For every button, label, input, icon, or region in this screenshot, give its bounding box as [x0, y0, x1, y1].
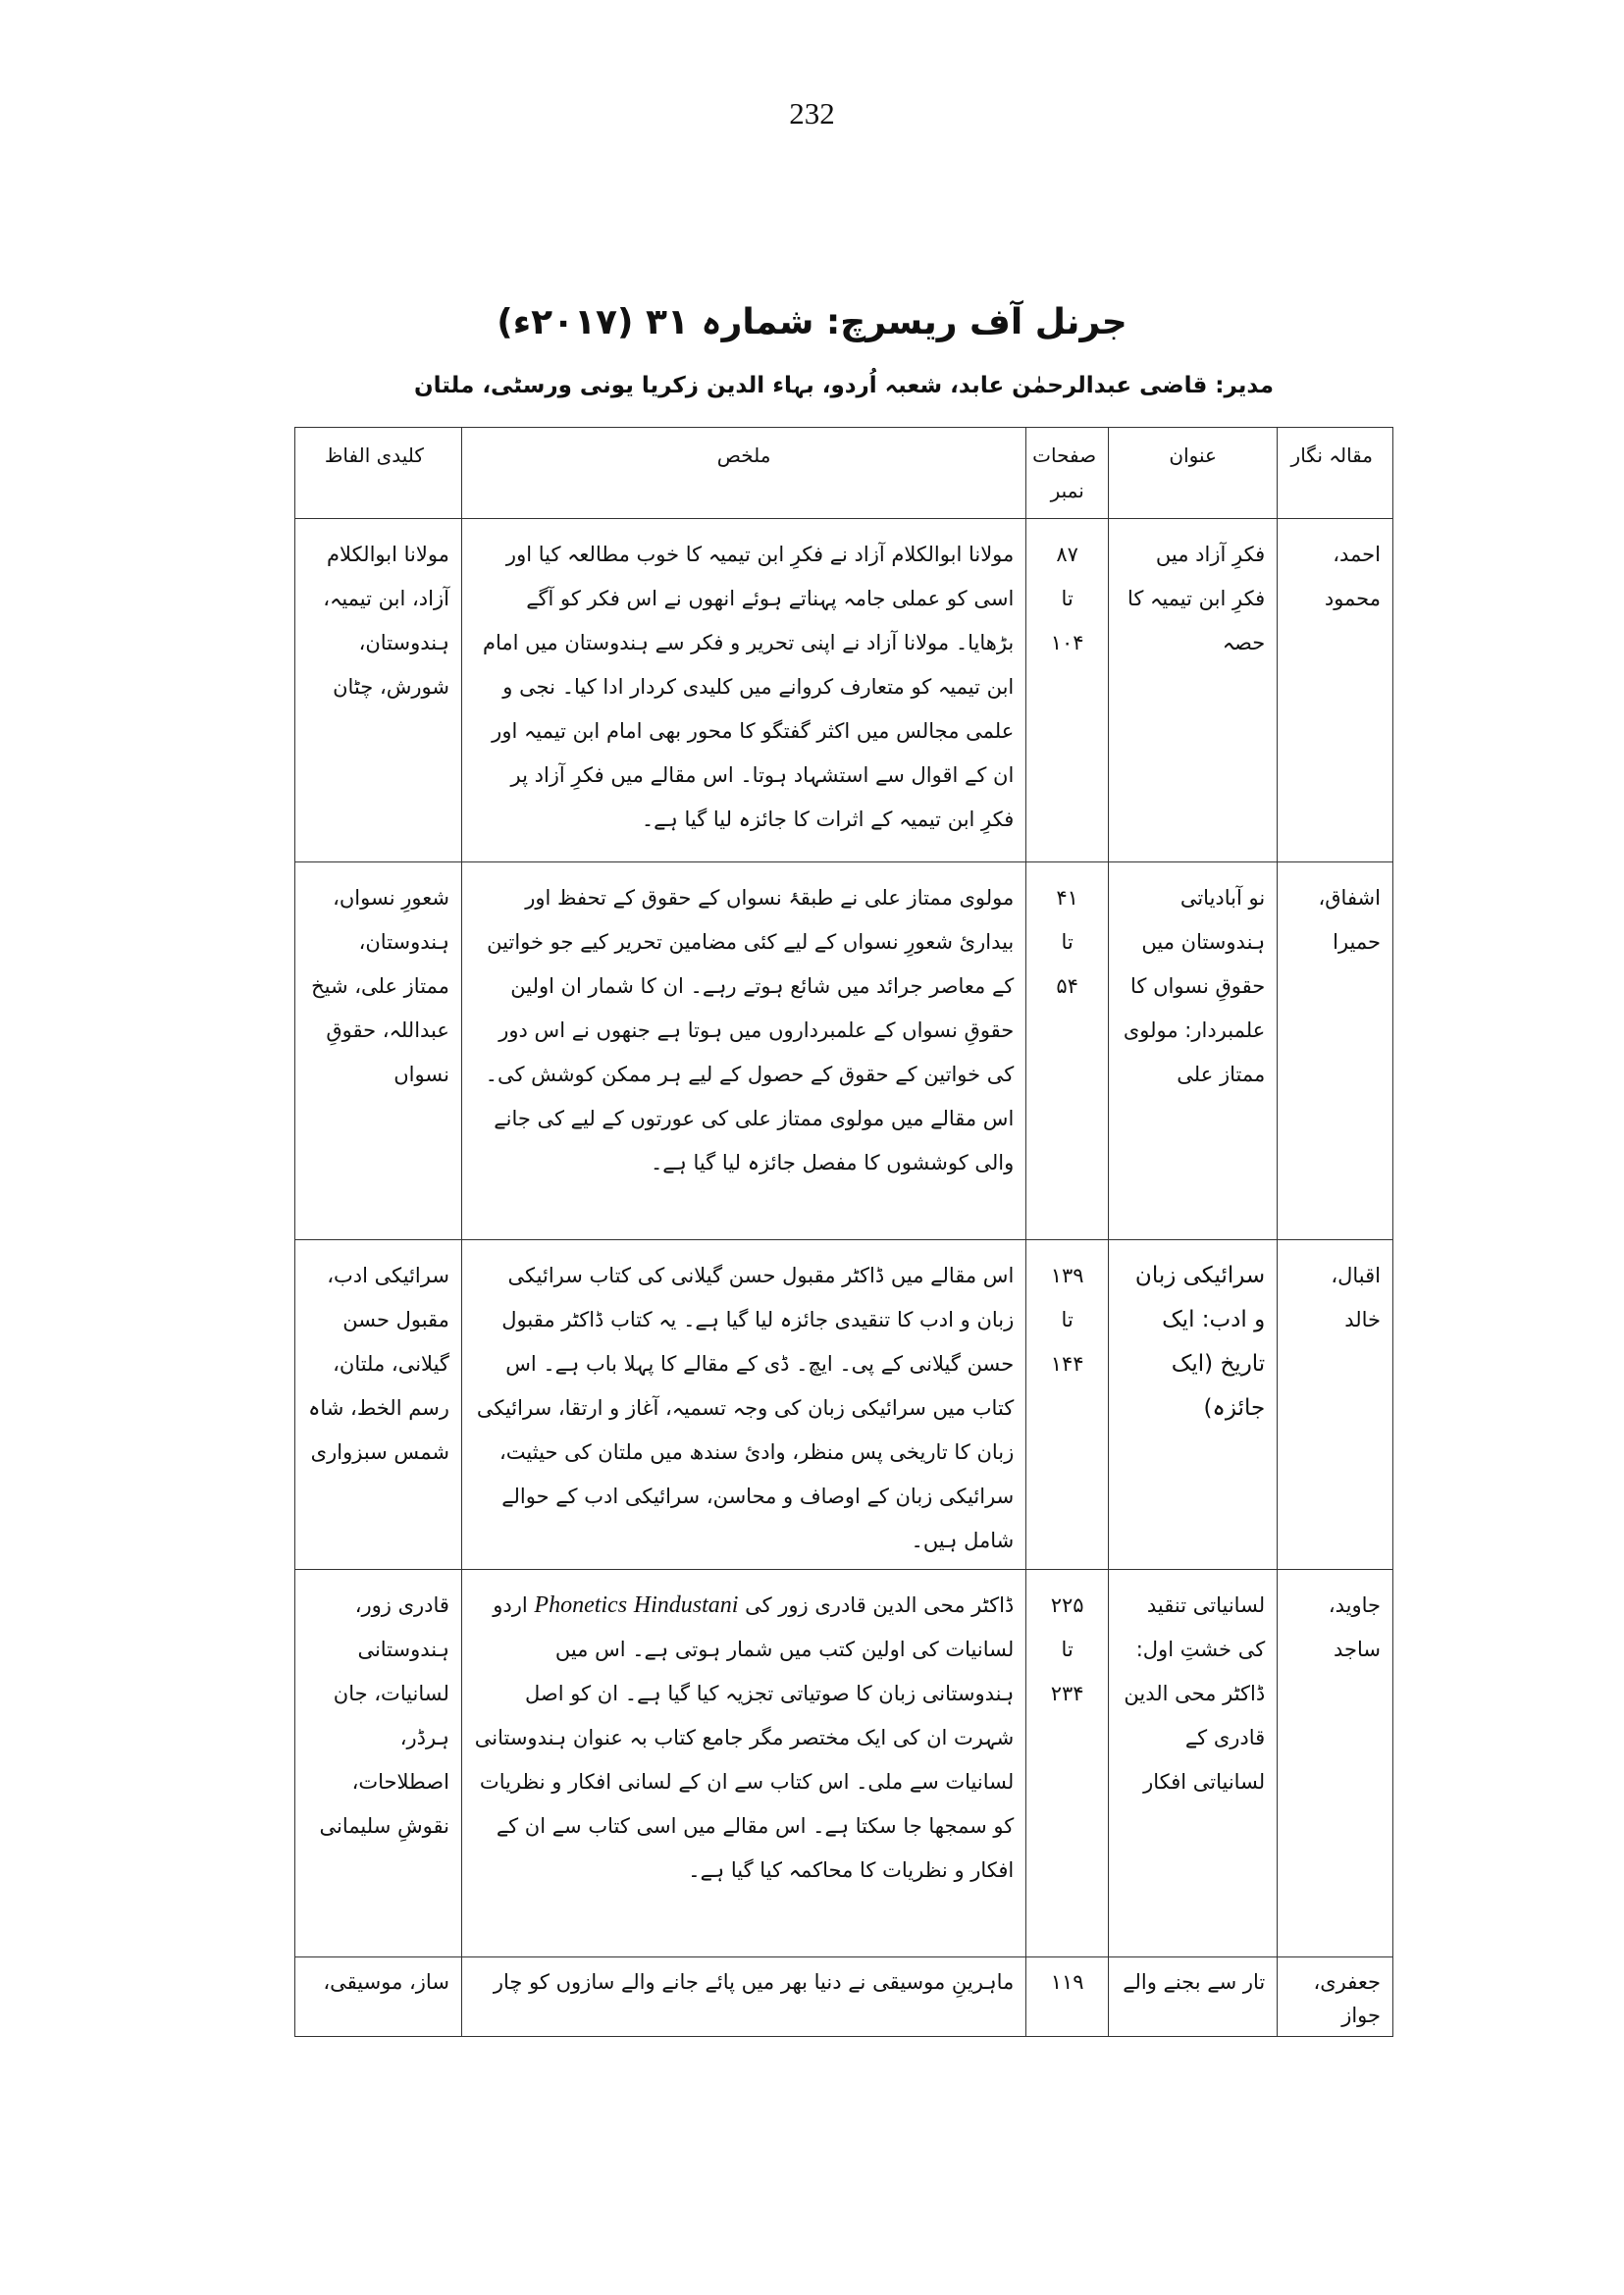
- author-cell: اقبال، خالد: [1278, 1240, 1393, 1570]
- pages-separator: تا: [1061, 587, 1074, 610]
- pages-cell: [1026, 519, 1109, 862]
- page-number: 232: [789, 96, 835, 130]
- table-row: [295, 1240, 1393, 1570]
- pages-cell: [1026, 1957, 1109, 2037]
- keywords-cell: ساز، موسیقی،: [295, 1957, 462, 2037]
- abstract-latin-term: Hindustani: [633, 1592, 739, 1618]
- author-cell: جعفری، جواز: [1278, 1957, 1393, 2037]
- pages-separator: تا: [1061, 1638, 1074, 1661]
- pages-from: ۴۱: [1056, 886, 1078, 910]
- pages-from: ۱۳۹: [1050, 1264, 1084, 1287]
- abstract-cell: [461, 1570, 1025, 1957]
- table-row: [295, 519, 1393, 862]
- abstract-text: اردو لسانیات کی اولین کتب میں شمار ہوتی ہے۔ اس میں ہندوستانی زبان کا صوتیاتی تجزیہ کیا گیا ہے۔ ان کو اصل شہرت ان کی ایک مختصر مگر جامع کتاب بہ عنوان ہندوستانی لسانیات سے ملی۔ اس کتاب سے ان کے لسانی افکار و نظریات کو سمجھا جا سکتا ہے۔ اس مقالے میں اسی کتاب سے ان کے افکار و نظریات کا محاکمہ کیا گیا ہے۔: [474, 1593, 1015, 1882]
- keywords-cell: شعورِ نسواں، ہندوستان، ممتاز علی، شیخ عبداللہ، حقوقِ نسواں: [295, 862, 462, 1240]
- pages-cell: [1026, 1240, 1109, 1570]
- keywords-cell: سرائیکی ادب، مقبول حسن گیلانی، ملتان، رسم الخط، شاہ شمس سبزواری: [295, 1240, 462, 1570]
- pages-from: ۲۲۵: [1050, 1593, 1084, 1617]
- header-keywords: کلیدی الفاظ: [295, 428, 462, 519]
- header-abstract: ملخص: [461, 428, 1025, 519]
- table-row: [295, 1570, 1393, 1957]
- table-row: [295, 1957, 1393, 2037]
- header-pages: صفحات نمبر: [1026, 428, 1109, 519]
- pages-separator: تا: [1061, 1308, 1074, 1331]
- abstract-text: ڈاکٹر محی الدین قادری زور کی: [738, 1593, 1015, 1617]
- pages-from: ۱۱۹: [1050, 1970, 1084, 1994]
- author-cell: جاوید، ساجد: [1278, 1570, 1393, 1957]
- pages-to: ۱۴۴: [1050, 1352, 1084, 1376]
- abstract-cell: اس مقالے میں ڈاکٹر مقبول حسن گیلانی کی کتاب سرائیکی زبان و ادب کا تنقیدی جائزہ لیا گیا ہے۔ یہ کتاب ڈاکٹر مقبول حسن گیلانی کے پی۔ ایچ۔ ڈی کے مقالے کا پہلا باب ہے۔ اس کتاب میں سرائیکی زبان کی وجہ تسمیہ، آغاز و ارتقا، سرائیکی زبان کا تاریخی پس منظر، وادیٔ سندھ میں ملتان کی حیثیت، سرائیکی زبان کے اوصاف و محاسن، سرائیکی ادب کے حوالے شامل ہیں۔: [461, 1240, 1025, 1570]
- abstract-cell: ماہرینِ موسیقی نے دنیا بھر میں پائے جانے والے سازوں کو چار: [461, 1957, 1025, 2037]
- abstract-cell: مولوی ممتاز علی نے طبقۂ نسواں کے حقوق کے تحفظ اور بیداریٔ شعورِ نسواں کے لیے کئی مضامین تحریر کیے جو خواتین کے معاصر جرائد میں شائع ہوتے رہے۔ ان کا شمار ان اولین حقوقِ نسواں کے علمبرداروں میں ہوتا ہے جنھوں نے اس دور کی خواتین کے حقوق کے حصول کے لیے ہر ممکن کوشش کی۔ اس مقالے میں مولوی ممتاز علی کی عورتوں کے لیے کی جانے والی کوششوں کا مفصل جائزہ لیا گیا ہے۔: [461, 862, 1025, 1240]
- title-cell: فکرِ آزاد میں فکرِ ابن تیمیہ کا حصہ: [1109, 519, 1278, 862]
- author-cell: اشفاق، حمیرا: [1278, 862, 1393, 1240]
- abstract-cell: مولانا ابوالکلام آزاد نے فکرِ ابن تیمیہ کا خوب مطالعہ کیا اور اسی کو عملی جامہ پہناتے ہوئے انھوں نے اس فکر کو آگے بڑھایا۔ مولانا آزاد نے اپنی تحریر و فکر سے ہندوستان میں امام ابن تیمیہ کو متعارف کروانے میں کلیدی کردار ادا کیا۔ نجی و علمی مجالس میں اکثر گفتگو کا محور بھی امام ابن تیمیہ اور ان کے اقوال سے استشہاد ہوتا۔ اس مقالے میں فکرِ آزاد پر فکرِ ابن تیمیہ کے اثرات کا جائزہ لیا گیا ہے۔: [461, 519, 1025, 862]
- abstract-latin-term: Phonetics: [534, 1592, 628, 1618]
- author-cell: احمد، محمود: [1278, 519, 1393, 862]
- keywords-cell: مولانا ابوالکلام آزاد، ابن تیمیہ، ہندوستان، شورش، چٹان: [295, 519, 462, 862]
- title-cell: لسانیاتی تنقید کی خشتِ اول: ڈاکٹر محی الدین قادری کے لسانیاتی افکار: [1109, 1570, 1278, 1957]
- pages-to: ۱۰۴: [1050, 631, 1084, 654]
- pages-to: ۵۴: [1056, 974, 1078, 998]
- pages-separator: تا: [1061, 930, 1074, 954]
- title-cell: تار سے بجنے والے: [1109, 1957, 1278, 2037]
- pages-from: ۸۷: [1056, 543, 1078, 566]
- title-cell: سرائیکی زبان و ادب: ایک تاریخ (ایک جائزہ): [1109, 1240, 1278, 1570]
- pages-cell: [1026, 1570, 1109, 1957]
- keywords-cell: قادری زور، ہندوستانی لسانیات، جان ہرڈر، اصطلاحات، نقوشِ سلیمانی: [295, 1570, 462, 1957]
- header-title: عنوان: [1109, 428, 1278, 519]
- editor-line: مدیر: قاضی عبدالرحمٰن عابد، شعبہ اُردو، بہاء الدین زکریا یونی ورسٹی، ملتان: [414, 373, 1274, 398]
- table-row: [295, 862, 1393, 1240]
- pages-to: ۲۳۴: [1050, 1682, 1084, 1705]
- pages-cell: [1026, 862, 1109, 1240]
- header-author: مقالہ نگار: [1278, 428, 1393, 519]
- article-index-table: [294, 427, 1393, 2037]
- table-header-row: [295, 428, 1393, 519]
- title-cell: نو آبادیاتی ہندوستان میں حقوقِ نسواں کا علمبردار: مولوی ممتاز علی: [1109, 862, 1278, 1240]
- journal-title: جرنل آف ریسرچ: شمارہ ۳۱ (۲۰۱۷ء): [497, 302, 1127, 342]
